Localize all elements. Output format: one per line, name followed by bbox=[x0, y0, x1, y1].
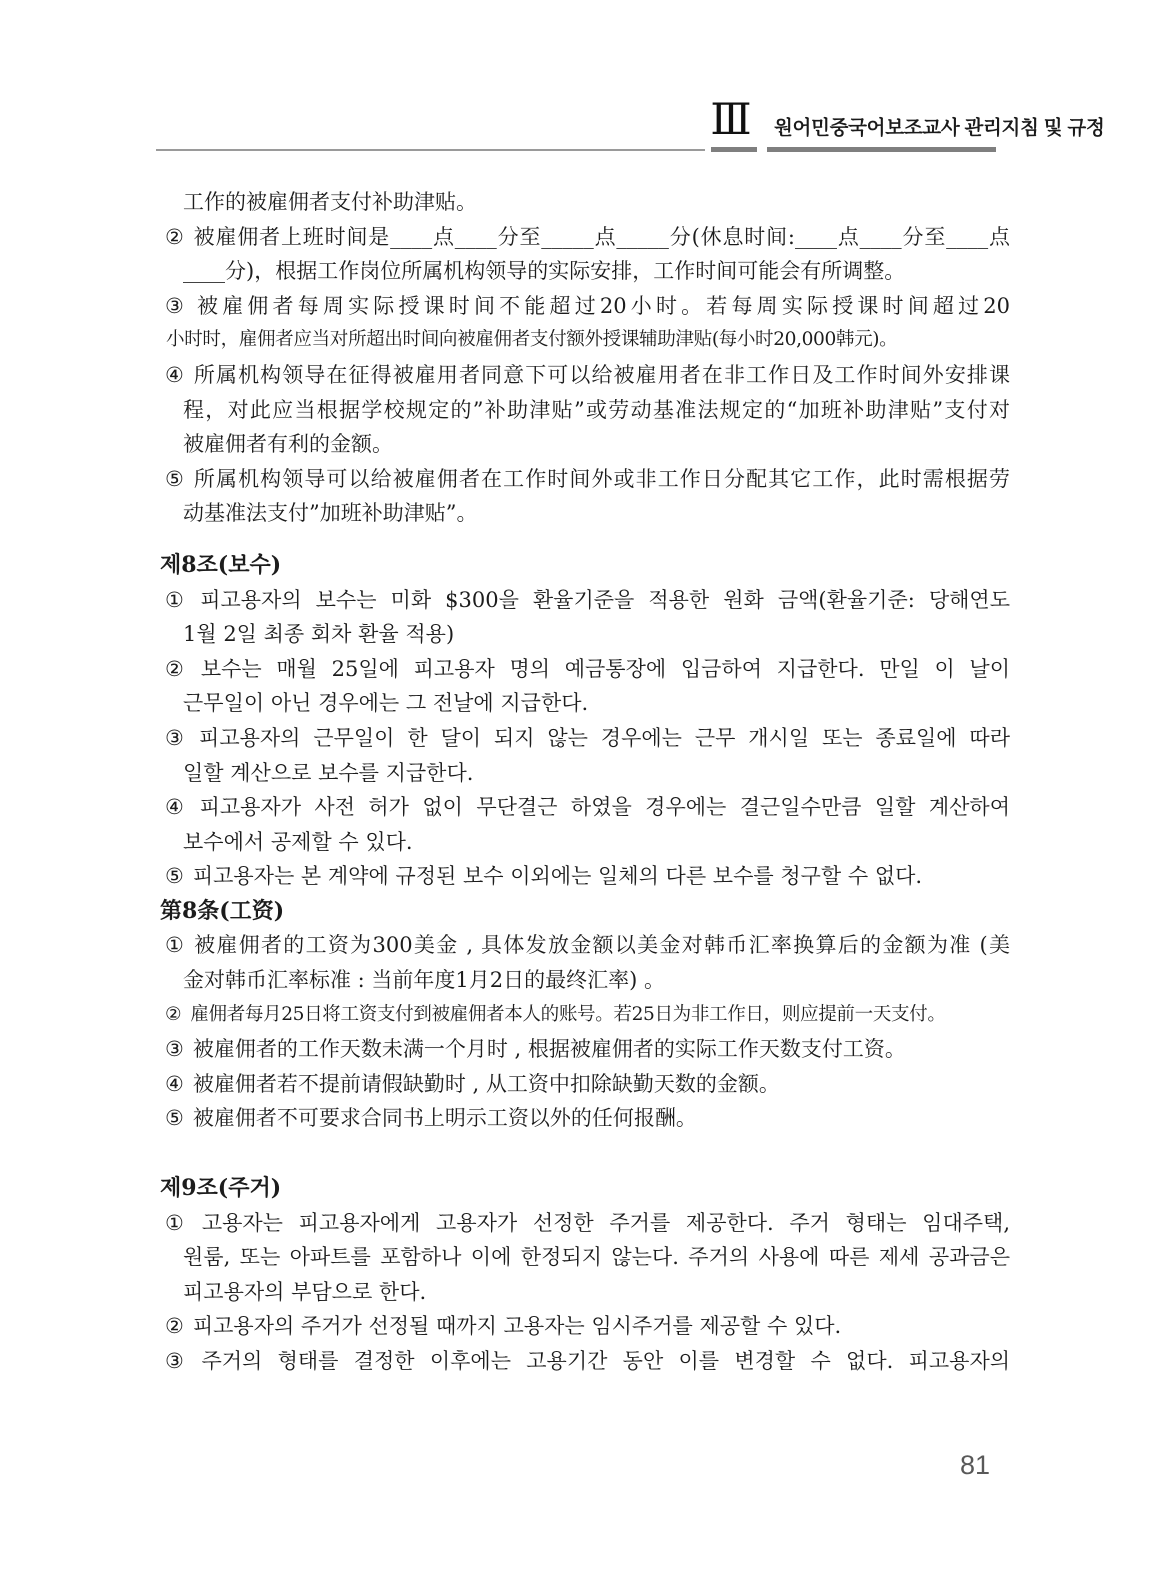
list-item bbox=[165, 1344, 1010, 1379]
list-item bbox=[165, 583, 1010, 618]
chapter-title: 원어민중국어보조교사 관리지침 및 규정 bbox=[774, 117, 1105, 139]
item-number: ④ bbox=[165, 362, 185, 387]
text-line: 1월 2일 최종 회차 환율 적용) bbox=[183, 622, 455, 647]
list-item bbox=[165, 289, 1010, 324]
item-number: ② bbox=[165, 656, 192, 681]
list-item bbox=[165, 1032, 1010, 1067]
section-heading: 제9조(주거) bbox=[160, 1175, 282, 1202]
item-number: ③ bbox=[165, 1037, 184, 1062]
item-number: ③ bbox=[165, 293, 189, 318]
item-number: ① bbox=[165, 1210, 193, 1235]
item-number: ④ bbox=[165, 1071, 184, 1096]
item-text: 被雇佣者不可要求合同书上明示工资以外的任何报酬。 bbox=[192, 1106, 697, 1131]
list-item bbox=[165, 220, 1010, 255]
item-text: 주거의 형태를 결정한 이후에는 고용기간 동안 이를 변경할 수 없다. 피고용자의 bbox=[201, 1349, 1010, 1373]
item-number: ③ bbox=[165, 1349, 193, 1373]
item-number: ⑤ bbox=[165, 466, 185, 491]
item-number: ⑤ bbox=[165, 1106, 184, 1131]
item-text: 所属机构领导可以给被雇佣者在工作时间外或非工作日分配其它工作，此时需根据劳 bbox=[193, 466, 1010, 491]
item-number: ① bbox=[165, 587, 192, 612]
section-clause7-continuation bbox=[150, 185, 1010, 531]
section-article9-korean bbox=[150, 1171, 1010, 1379]
item-number: ② bbox=[165, 1003, 182, 1025]
item-text: 보수는 매월 25일에 피고용자 명의 예금통장에 입금하여 지급한다. 만일 이 날이 bbox=[200, 656, 1010, 681]
text-line: 小时时，雇佣者应当对所超出时间向被雇佣者支付额外授课辅助津贴(每小时20,000韩元)。 bbox=[166, 329, 898, 351]
chapter-number: Ⅲ bbox=[710, 97, 752, 144]
text-line: 보수에서 공제할 수 있다. bbox=[183, 829, 413, 854]
list-item bbox=[165, 859, 1010, 894]
item-text: 피고용자의 근무일이 한 달이 되지 않는 경우에는 근무 개시일 또는 종료일에 따라 bbox=[199, 725, 1010, 750]
text-line: 程，对此应当根据学校规定的”补助津贴”或劳动基准法规定的“加班补助津贴”支付对 bbox=[183, 397, 1010, 422]
text-line: 원룸, 또는 아파트를 포함하나 이에 한정되지 않는다. 주거의 사용에 따른 제세 공과금은 bbox=[183, 1245, 1010, 1270]
text-line: 动基准法支付”加班补助津贴”。 bbox=[183, 501, 478, 526]
section-article8-korean bbox=[150, 548, 1010, 894]
item-text: 被雇佣者上班时间是____点____分至_____点_____分(休息时间:____点____分至____点 bbox=[193, 224, 1010, 249]
item-text: 피고용자의 주거가 선정될 때까지 고용자는 임시주거를 제공할 수 있다. bbox=[192, 1314, 842, 1339]
section-article8-chinese bbox=[150, 894, 1010, 1136]
item-text: 被雇佣者的工作天数未满一个月时 , 根据被雇佣者的实际工作天数支付工资。 bbox=[192, 1037, 906, 1062]
item-number: ① bbox=[165, 933, 186, 958]
list-item bbox=[165, 790, 1010, 825]
chapter-number-underline bbox=[711, 147, 757, 152]
item-text: 被雇佣者每周实际授课时间不能超过20小时。若每周实际授课时间超过20 bbox=[197, 293, 1010, 318]
list-item bbox=[165, 358, 1010, 393]
text-line: 피고용자의 부담으로 한다. bbox=[183, 1279, 427, 1304]
section-heading: 제8조(보수) bbox=[160, 551, 282, 578]
item-number: ② bbox=[165, 224, 185, 249]
item-text: 被雇佣者的工资为300美金 , 具体发放金额以美金对韩币汇率换算后的金额为准 (美 bbox=[194, 933, 1010, 958]
list-item bbox=[165, 721, 1010, 756]
text-line: 일할 계산으로 보수를 지급한다. bbox=[183, 760, 474, 785]
text-line: 金对韩币汇率标准 : 当前年度1月2日的最终汇率) 。 bbox=[183, 968, 666, 993]
text-line: ____分)，根据工作岗位所属机构领导的实际安排，工作时间可能会有所调整。 bbox=[183, 259, 906, 284]
item-text: 雇佣者每月25日将工资支付到被雇佣者本人的账号。若25日为非工作日，则应提前一天支付。 bbox=[190, 1003, 946, 1025]
list-item bbox=[165, 928, 1010, 963]
list-item bbox=[165, 998, 1010, 1033]
text-line: 工作的被雇佣者支付补助津贴。 bbox=[183, 190, 477, 214]
item-text: 被雇佣者若不提前请假缺勤时 , 从工资中扣除缺勤天数的金额。 bbox=[192, 1071, 780, 1096]
item-text: 피고용자가 사전 허가 없이 무단결근 하였을 경우에는 결근일수만큼 일할 계산하여 bbox=[199, 795, 1010, 820]
list-item bbox=[165, 1067, 1010, 1102]
document-body bbox=[150, 185, 1010, 1379]
item-text: 피고용자의 보수는 미화 $300을 환율기준을 적용한 원화 금액(환율기준: 당해연도 bbox=[200, 587, 1010, 612]
item-text: 피고용자는 본 계약에 규정된 보수 이외에는 일체의 다른 보수를 청구할 수 없다. bbox=[192, 864, 923, 889]
item-number: ⑤ bbox=[165, 864, 184, 889]
list-item bbox=[165, 652, 1010, 687]
chapter-title-underline bbox=[767, 147, 996, 152]
item-text: 고용자는 피고용자에게 고용자가 선정한 주거를 제공한다. 주거 형태는 임대주택, bbox=[201, 1210, 1010, 1235]
text-line: 被雇佣者有利的金额。 bbox=[183, 432, 393, 457]
section-heading: 第8条(工资) bbox=[160, 897, 285, 924]
page-number: 81 bbox=[960, 1450, 991, 1480]
list-item bbox=[165, 1206, 1010, 1241]
header-rule-left bbox=[156, 149, 705, 151]
list-item bbox=[165, 1309, 1010, 1344]
item-text: 所属机构领导在征得被雇用者同意下可以给被雇用者在非工作日及工作时间外安排课 bbox=[193, 362, 1010, 387]
text-line: 근무일이 아닌 경우에는 그 전날에 지급한다. bbox=[183, 691, 589, 716]
item-number: ③ bbox=[165, 725, 191, 750]
item-number: ④ bbox=[165, 795, 191, 820]
list-item bbox=[165, 462, 1010, 497]
list-item bbox=[165, 1101, 1010, 1136]
item-number: ② bbox=[165, 1314, 184, 1339]
